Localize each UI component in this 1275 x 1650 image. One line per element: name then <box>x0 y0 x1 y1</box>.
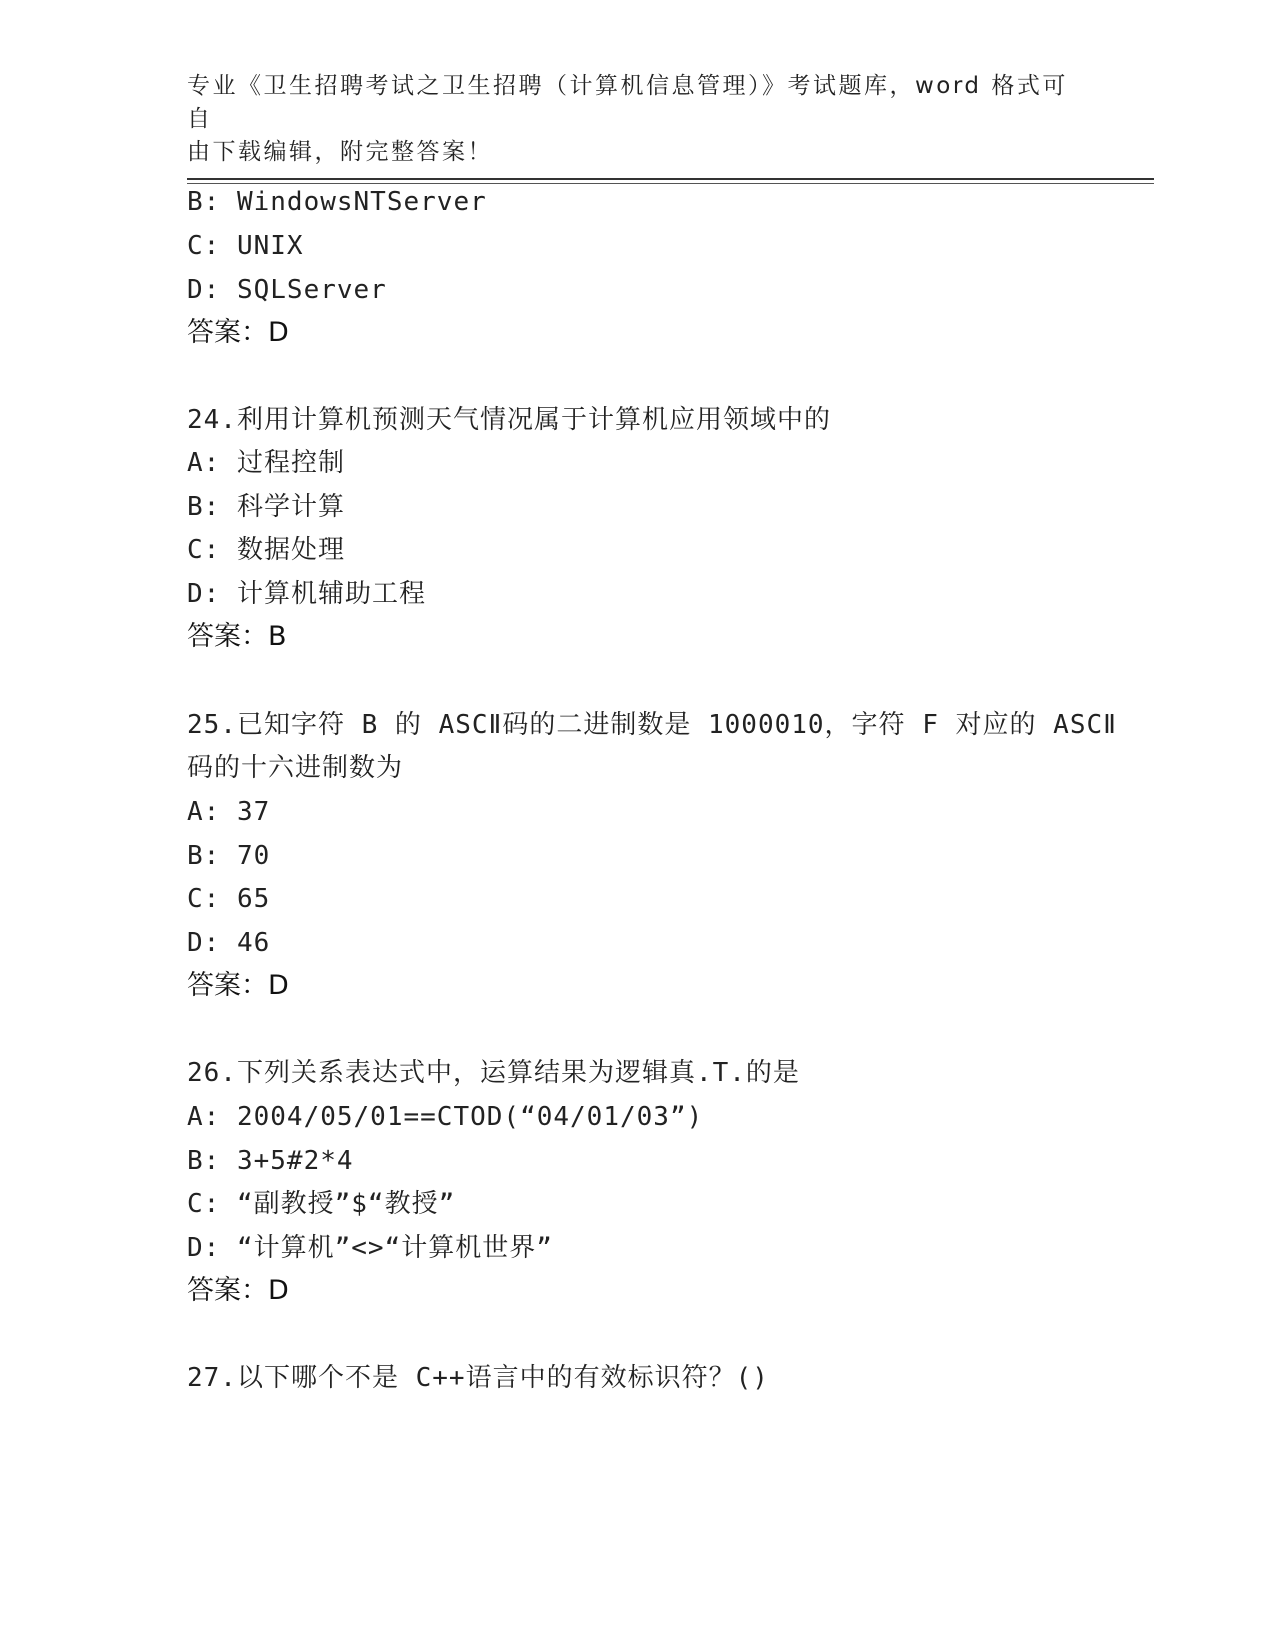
header-divider-thick <box>187 178 1154 180</box>
q26-question: 26.下列关系表达式中，运算结果为逻辑真.T.的是 <box>187 1058 800 1088</box>
q26-answer: 答案：D <box>187 1275 289 1306</box>
q25-question-line-1: 25.已知字符 B 的 ASCⅡ码的二进制数是 1000010，字符 F 对应的 ASCⅡ <box>187 710 1117 740</box>
q25-question-line-2: 码的十六进制数为 <box>187 753 404 783</box>
q25-option-a: A: 37 <box>187 797 271 827</box>
q26-option-c: C: “副教授”$“教授” <box>187 1189 456 1219</box>
q25-option-c: C: 65 <box>187 884 271 914</box>
q23-option-b: B: WindowsNTServer <box>187 187 487 217</box>
header-line-1: 专业《卫生招聘考试之卫生招聘（计算机信息管理）》考试题库，word 格式可自 <box>187 73 1068 132</box>
q24-question: 24.利用计算机预测天气情况属于计算机应用领域中的 <box>187 405 831 435</box>
q26-option-a: A: 2004/05/01==CTOD(“04/01/03”) <box>187 1102 704 1132</box>
q24-option-d: D: 计算机辅助工程 <box>187 579 426 609</box>
q23-option-d: D: SQLServer <box>187 275 387 305</box>
header-line-2: 由下载编辑，附完整答案！ <box>187 139 493 165</box>
q26-option-b: B: 3+5#2*4 <box>187 1146 354 1176</box>
document-header <box>187 70 1087 169</box>
q23-answer: 答案：D <box>187 317 289 348</box>
q24-answer: 答案：B <box>187 621 287 652</box>
header-divider-thin <box>187 183 1154 184</box>
q24-option-b: B: 科学计算 <box>187 492 345 522</box>
q23-option-c: C: UNIX <box>187 231 304 261</box>
q26-option-d: D: “计算机”<>“计算机世界” <box>187 1233 553 1263</box>
q27-question: 27.以下哪个不是 C++语言中的有效标识符？() <box>187 1363 769 1393</box>
q25-option-d: D: 46 <box>187 928 271 958</box>
q24-option-c: C: 数据处理 <box>187 535 345 565</box>
q25-option-b: B: 70 <box>187 841 271 871</box>
q25-answer: 答案：D <box>187 970 289 1001</box>
q24-option-a: A: 过程控制 <box>187 448 345 478</box>
